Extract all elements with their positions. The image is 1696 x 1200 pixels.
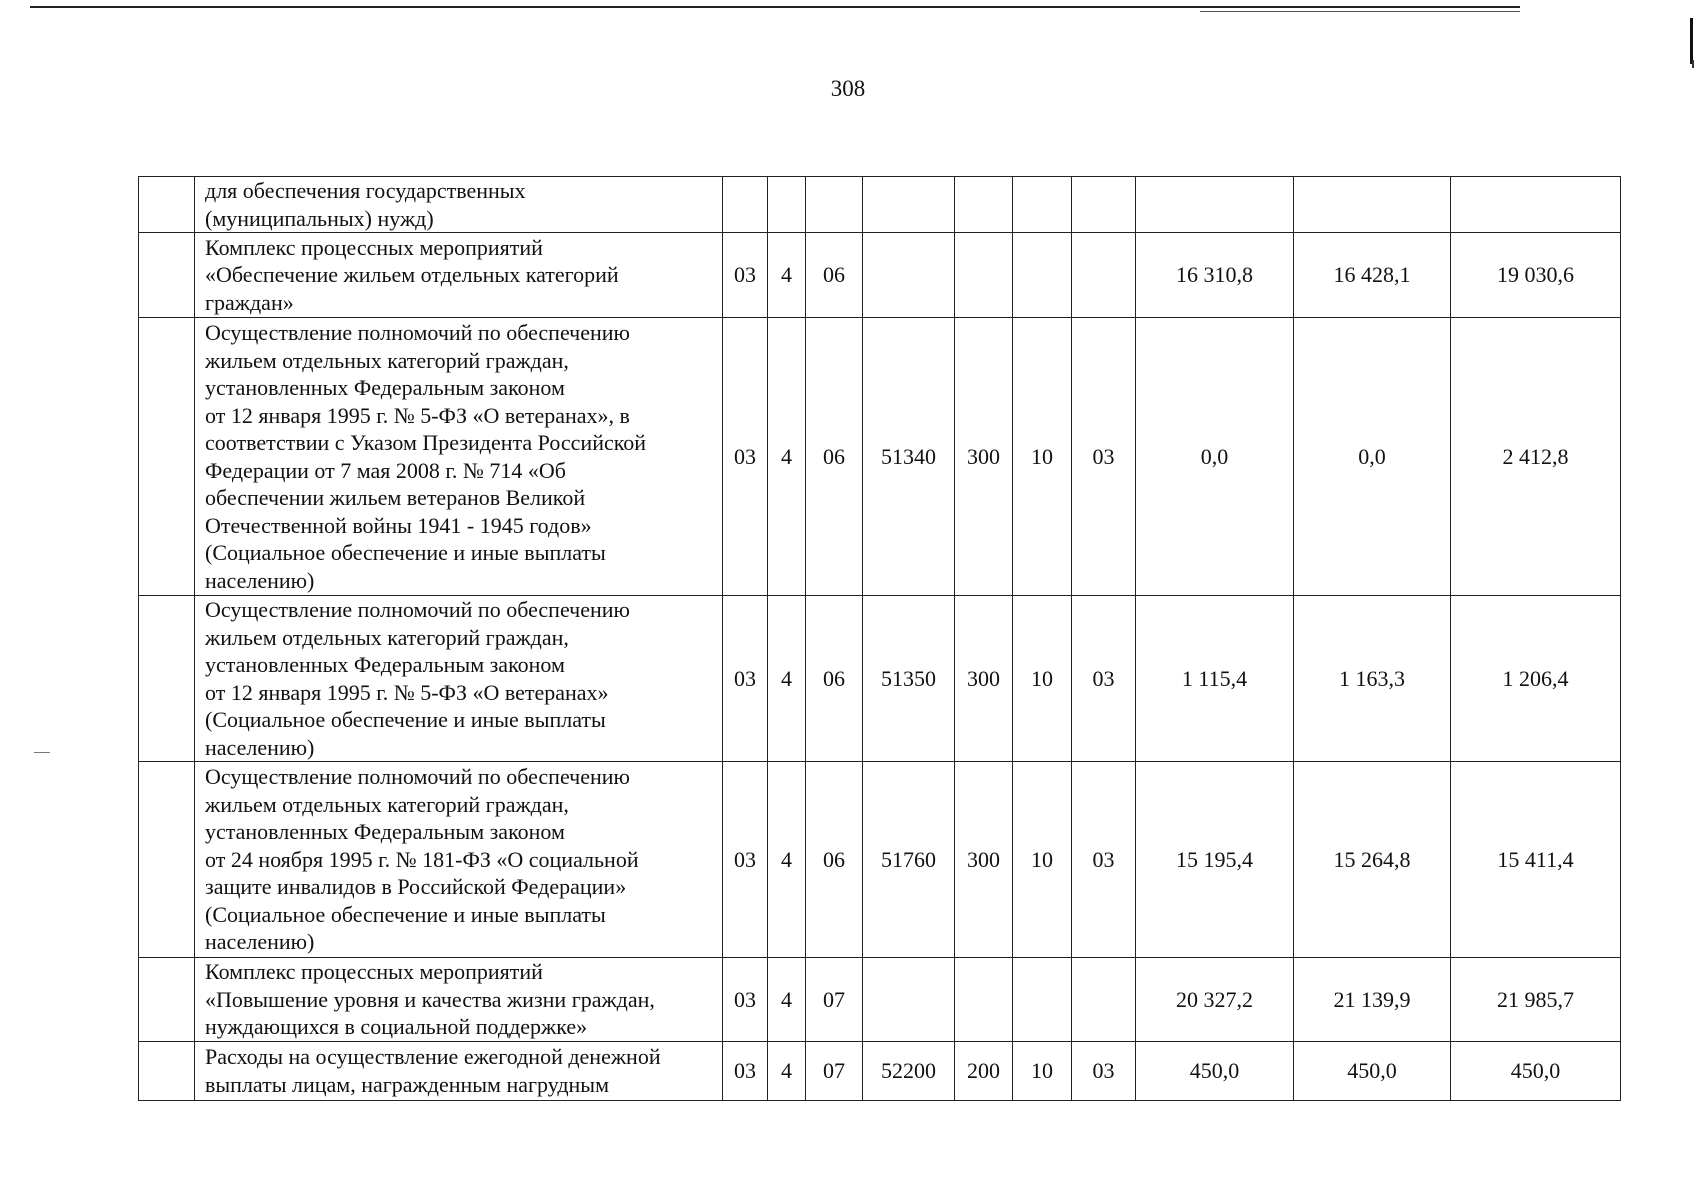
description-line: Комплекс процессных мероприятий [205, 234, 543, 260]
code-type-cell: 4 [768, 596, 806, 762]
description-line: «Обеспечение жильем отдельных категорий [205, 262, 619, 288]
description-line: граждан» [205, 289, 294, 315]
description-line: установленных Федеральным законом [205, 652, 565, 677]
description-line: Осуществление полномочий по обеспечению [205, 764, 630, 790]
code-section-cell: 10 [1013, 596, 1072, 762]
description-line: (Социальное обеспечение и иные выплаты [205, 540, 606, 565]
table-row [139, 1041, 1621, 1100]
code-expense-type-cell [955, 177, 1013, 233]
amount-year-2-cell: 0,0 [1294, 318, 1451, 596]
description-cell [195, 596, 723, 762]
code-program-cell: 03 [723, 233, 768, 318]
table-row [139, 177, 1621, 233]
row-number-cell [139, 762, 195, 958]
description-line: населению) [205, 567, 315, 593]
code-subsection-cell: 03 [1072, 318, 1136, 596]
description-line: (Социальное обеспечение и иные выплаты [205, 707, 606, 732]
top-rule-secondary [1200, 11, 1520, 12]
description-line: Расходы на осуществление ежегодной денежной [205, 1044, 661, 1069]
code-subsection-cell: 03 [1072, 596, 1136, 762]
page-number: 308 [830, 76, 866, 101]
description-cell [195, 762, 723, 958]
code-expense-type-cell: 300 [955, 318, 1013, 596]
code-complex-cell: 06 [806, 762, 863, 958]
amount-year-3-cell: 450,0 [1451, 1041, 1621, 1100]
description-line: «Повышение уровня и качества жизни граждан, [205, 986, 655, 1012]
code-expense-type-cell: 300 [955, 762, 1013, 958]
table-row [139, 958, 1621, 1042]
row-number-cell [139, 318, 195, 596]
code-expense-type-cell: 200 [955, 1041, 1013, 1100]
code-program-cell: 03 [723, 958, 768, 1042]
amount-year-2-cell: 15 264,8 [1294, 762, 1451, 958]
amount-year-2-cell: 21 139,9 [1294, 958, 1451, 1042]
amount-year-3-cell: 15 411,4 [1451, 762, 1621, 958]
row-number-cell [139, 958, 195, 1042]
budget-table [138, 176, 1621, 1101]
description-cell [195, 958, 723, 1042]
code-complex-cell: 06 [806, 318, 863, 596]
description-cell [195, 233, 723, 318]
amount-year-1-cell: 0,0 [1136, 318, 1294, 596]
description-line: жильем отдельных категорий граждан, [205, 791, 569, 817]
code-complex-cell: 07 [806, 958, 863, 1042]
description-line: выплаты лицам, награжденным нагрудным [205, 1071, 610, 1097]
code-direction-cell: 52200 [863, 1041, 955, 1100]
amount-year-1-cell: 1 115,4 [1136, 596, 1294, 762]
code-subsection-cell [1072, 233, 1136, 318]
description-line: защите инвалидов в Российской Федерации» [205, 874, 627, 900]
amount-year-3-cell: 1 206,4 [1451, 596, 1621, 762]
row-number-cell [139, 233, 195, 318]
code-direction-cell: 51760 [863, 762, 955, 958]
amount-year-2-cell [1294, 177, 1451, 233]
amount-year-3-cell: 2 412,8 [1451, 318, 1621, 596]
description-line: установленных Федеральным законом [205, 375, 565, 400]
code-type-cell: 4 [768, 958, 806, 1042]
row-number-cell [139, 1041, 195, 1100]
description-line: соответствии с Указом Президента Российской [205, 430, 647, 455]
code-type-cell: 4 [768, 233, 806, 318]
code-type-cell: 4 [768, 1041, 806, 1100]
description-line: нуждающихся в социальной поддержке» [205, 1014, 588, 1039]
code-subsection-cell: 03 [1072, 762, 1136, 958]
description-line: (Социальное обеспечение и иные выплаты [205, 901, 606, 927]
table-row [139, 233, 1621, 318]
code-section-cell: 10 [1013, 762, 1072, 958]
amount-year-1-cell: 15 195,4 [1136, 762, 1294, 958]
code-direction-cell: 51350 [863, 596, 955, 762]
description-line: населению) [205, 734, 315, 760]
code-subsection-cell [1072, 177, 1136, 233]
code-type-cell [768, 177, 806, 233]
code-program-cell: 03 [723, 1041, 768, 1100]
description-line: от 24 ноября 1995 г. № 181-ФЗ «О социальной [205, 846, 639, 872]
row-number-cell [139, 177, 195, 233]
code-expense-type-cell [955, 233, 1013, 318]
code-section-cell: 10 [1013, 318, 1072, 596]
table-row [139, 762, 1621, 958]
code-section-cell [1013, 233, 1072, 318]
code-direction-cell [863, 177, 955, 233]
top-rule [30, 6, 1520, 8]
description-cell [195, 177, 723, 233]
code-program-cell: 03 [723, 596, 768, 762]
code-subsection-cell [1072, 958, 1136, 1042]
table-body [139, 177, 1621, 1101]
description-line: жильем отдельных категорий граждан, [205, 347, 569, 373]
description-line: обеспечении жильем ветеранов Великой [205, 485, 586, 510]
scan-edge-dot [1692, 60, 1694, 68]
amount-year-2-cell: 16 428,1 [1294, 233, 1451, 318]
code-direction-cell [863, 233, 955, 318]
description-line: Осуществление полномочий по обеспечению [205, 597, 630, 622]
description-line: Федерации от 7 мая 2008 г. № 714 «Об [205, 457, 566, 483]
description-line: Комплекс процессных мероприятий [205, 959, 543, 984]
description-line: для обеспечения государственных [205, 178, 526, 203]
code-program-cell: 03 [723, 318, 768, 596]
code-complex-cell: 06 [806, 233, 863, 318]
scan-edge-mark [1690, 18, 1693, 64]
code-type-cell: 4 [768, 318, 806, 596]
code-subsection-cell: 03 [1072, 1041, 1136, 1100]
amount-year-3-cell: 21 985,7 [1451, 958, 1621, 1042]
margin-tick [34, 752, 50, 753]
description-line: Отечественной войны 1941 - 1945 годов» [205, 512, 592, 538]
description-cell [195, 1041, 723, 1100]
description-line: Осуществление полномочий по обеспечению [205, 320, 630, 345]
description-cell [195, 318, 723, 596]
description-line: установленных Федеральным законом [205, 819, 565, 845]
code-complex-cell [806, 177, 863, 233]
table-row [139, 596, 1621, 762]
code-expense-type-cell: 300 [955, 596, 1013, 762]
code-complex-cell: 06 [806, 596, 863, 762]
amount-year-2-cell: 450,0 [1294, 1041, 1451, 1100]
amount-year-1-cell [1136, 177, 1294, 233]
code-section-cell [1013, 958, 1072, 1042]
code-section-cell [1013, 177, 1072, 233]
code-section-cell: 10 [1013, 1041, 1072, 1100]
description-line: (муниципальных) нужд) [205, 205, 434, 231]
code-complex-cell: 07 [806, 1041, 863, 1100]
description-line: жильем отдельных категорий граждан, [205, 624, 569, 650]
amount-year-1-cell: 450,0 [1136, 1041, 1294, 1100]
row-number-cell [139, 596, 195, 762]
code-program-cell: 03 [723, 762, 768, 958]
amount-year-3-cell [1451, 177, 1621, 233]
amount-year-1-cell: 16 310,8 [1136, 233, 1294, 318]
code-direction-cell [863, 958, 955, 1042]
description-line: от 12 января 1995 г. № 5-ФЗ «О ветеранах» [205, 679, 609, 705]
code-direction-cell: 51340 [863, 318, 955, 596]
amount-year-2-cell: 1 163,3 [1294, 596, 1451, 762]
table-row [139, 318, 1621, 596]
amount-year-3-cell: 19 030,6 [1451, 233, 1621, 318]
description-line: от 12 января 1995 г. № 5-ФЗ «О ветеранах», в [205, 402, 630, 428]
code-type-cell: 4 [768, 762, 806, 958]
code-expense-type-cell [955, 958, 1013, 1042]
code-program-cell [723, 177, 768, 233]
amount-year-1-cell: 20 327,2 [1136, 958, 1294, 1042]
description-line: населению) [205, 929, 315, 955]
